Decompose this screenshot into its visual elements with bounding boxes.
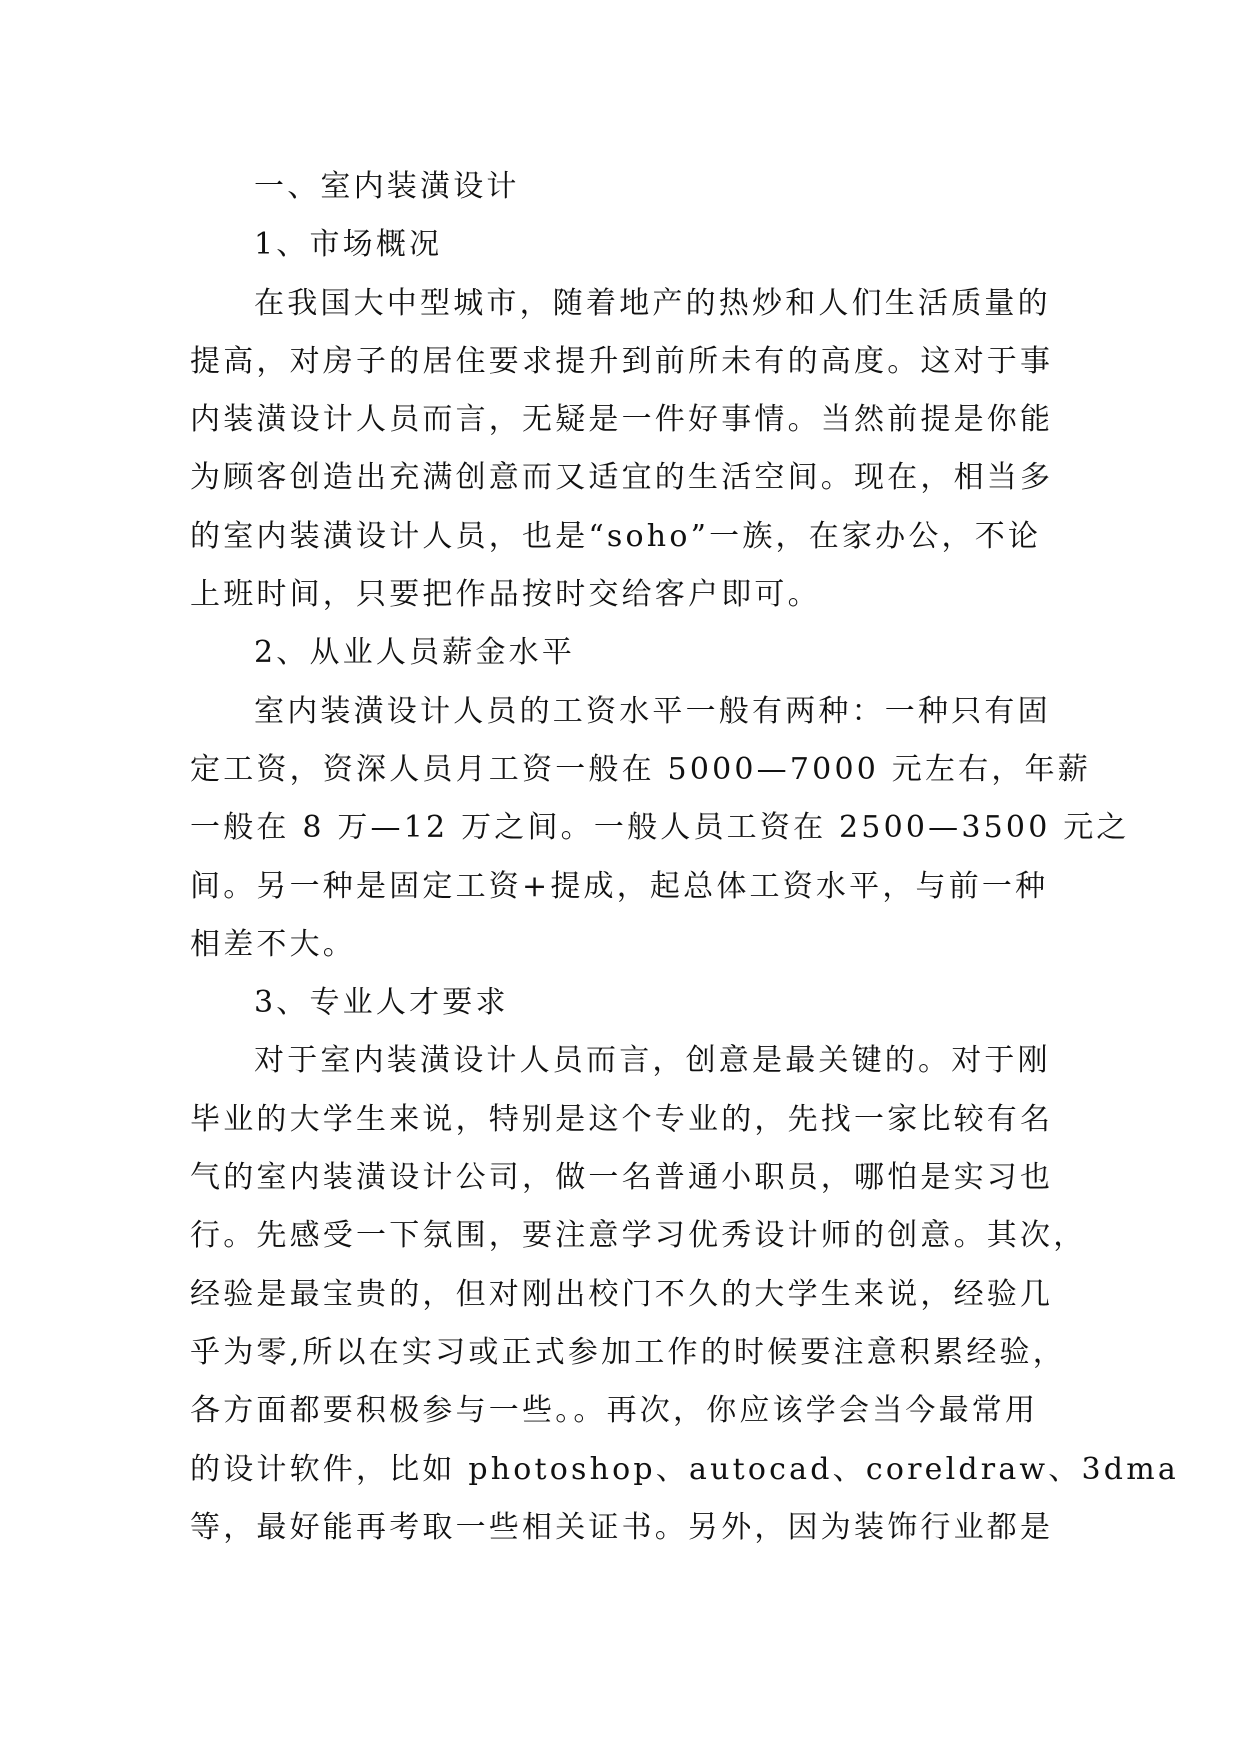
- paragraph-line: 提高，对房子的居住要求提升到前所未有的高度。这对于事: [190, 343, 1054, 379]
- paragraph-line: 一般在 8 万—12 万之间。一般人员工资在 2500—3500 元之: [190, 810, 1130, 846]
- paragraph-line: 气的室内装潢设计公司，做一名普通小职员，哪怕是实习也: [190, 1160, 1054, 1196]
- paragraph-line: 经验是最宝贵的，但对刚出校门不久的大学生来说，经验几: [190, 1276, 1054, 1312]
- paragraph-line: 室内装潢设计人员的工资水平一般有两种：一种只有固: [254, 693, 1051, 729]
- paragraph-line: 的室内装潢设计人员，也是“soho”一族，在家办公，不论: [190, 518, 1042, 554]
- paragraph-line: 在我国大中型城市，随着地产的热炒和人们生活质量的: [254, 285, 1051, 321]
- document-body: [190, 158, 1179, 1557]
- paragraph-line: 定工资，资深人员月工资一般在 5000—7000 元左右，年薪: [190, 751, 1091, 787]
- paragraph-line: 乎为零,所以在实习或正式参加工作的时候要注意积累经验，: [190, 1334, 1066, 1370]
- subheading-talent-requirements: 3、专业人才要求: [254, 985, 509, 1021]
- paragraph-line: 内装潢设计人员而言，无疑是一件好事情。当然前提是你能: [190, 402, 1054, 438]
- paragraph-line: 相差不大。: [190, 926, 356, 962]
- paragraph-line: 等，最好能再考取一些相关证书。另外，因为装饰行业都是: [190, 1509, 1054, 1545]
- paragraph-line: 的设计软件，比如 photoshop、autocad、coreldraw、3dma: [190, 1451, 1179, 1487]
- paragraph-line: 各方面都要积极参与一些。。再次，你应该学会当今最常用: [190, 1393, 1039, 1429]
- paragraph-line: 毕业的大学生来说，特别是这个专业的，先找一家比较有名: [190, 1101, 1054, 1137]
- paragraph-line: 行。先感受一下氛围，要注意学习优秀设计师的创意。其次，: [190, 1218, 1087, 1254]
- subheading-salary-level: 2、从业人员薪金水平: [254, 635, 576, 671]
- paragraph-line: 为顾客创造出充满创意而又适宜的生活空间。现在，相当多: [190, 460, 1054, 496]
- heading-interior-design: 一、室内装潢设计: [254, 169, 520, 204]
- subheading-market-overview: 1、市场概况: [254, 227, 443, 263]
- paragraph-line: 对于室内装潢设计人员而言，创意是最关键的。对于刚: [254, 1043, 1051, 1079]
- paragraph-line: 上班时间，只要把作品按时交给客户即可。: [190, 577, 821, 613]
- paragraph-line: 间。另一种是固定工资+提成，起总体工资水平，与前一种: [190, 868, 1049, 904]
